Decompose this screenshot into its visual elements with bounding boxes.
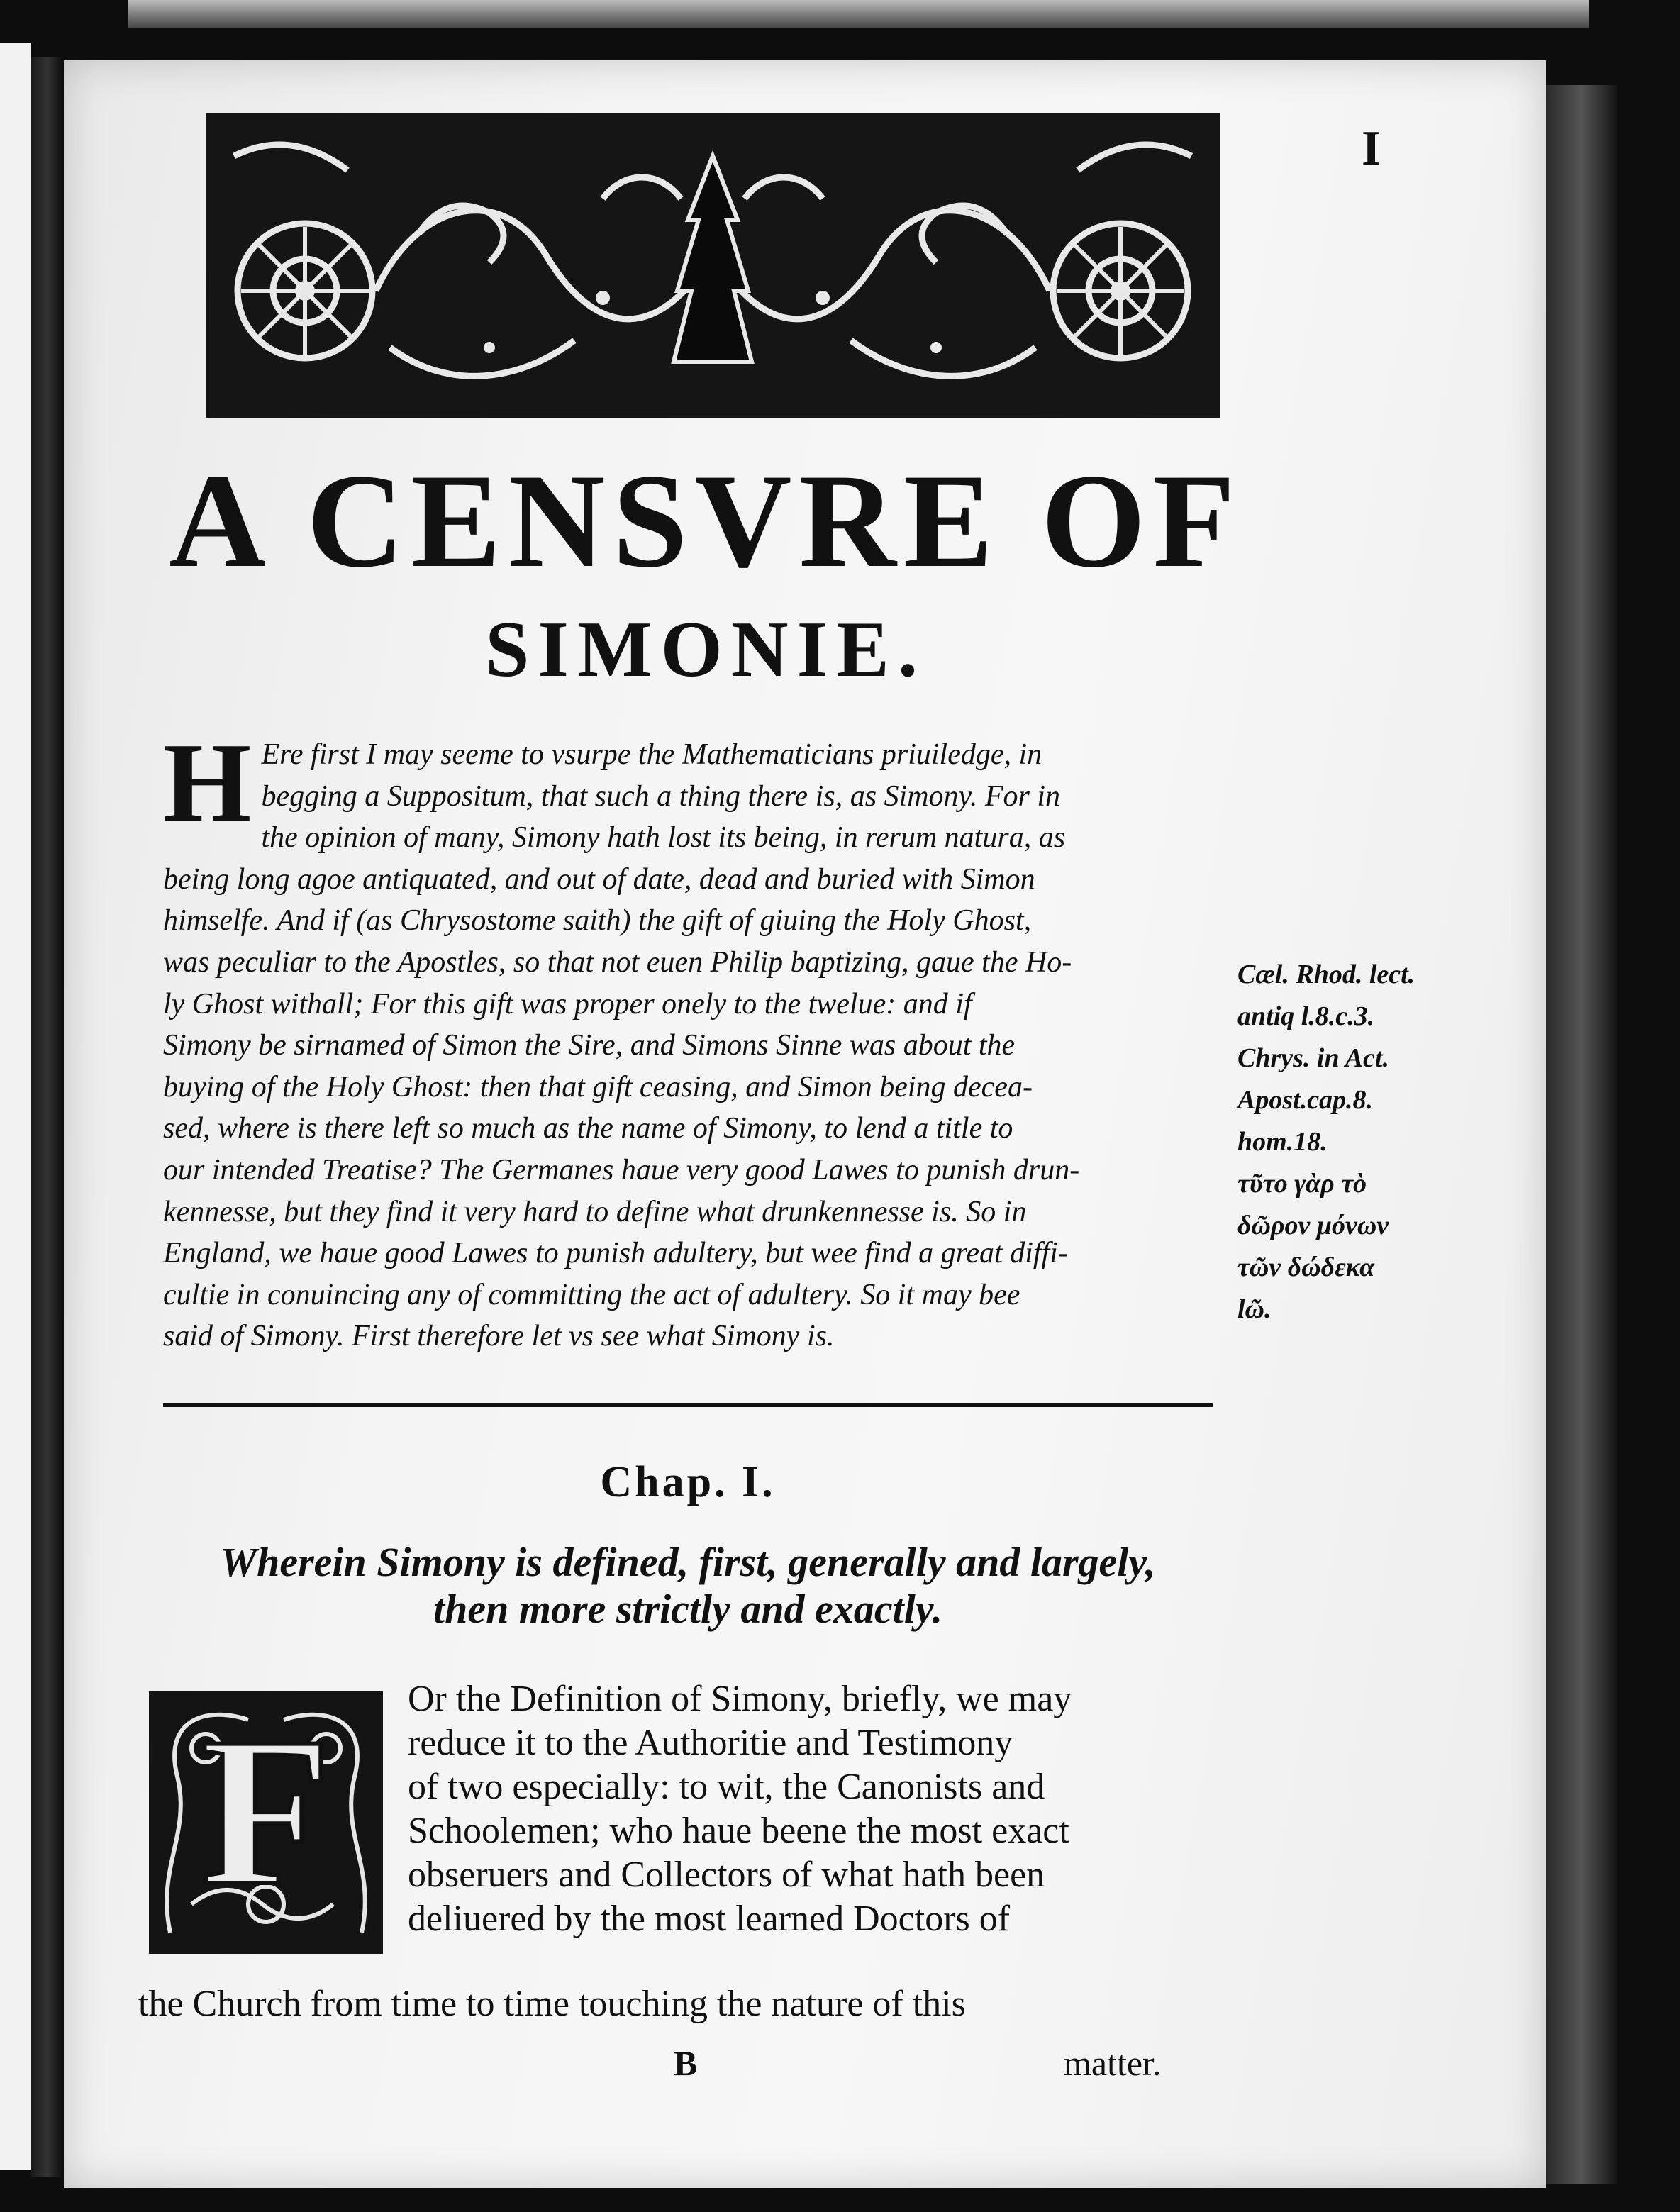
intro-line: Ere first I may seeme to vsurpe the Mathematicians priuiledge, in [261,738,1042,771]
chapter-line: Or the Definition of Simony, briefly, we may [408,1679,1072,1719]
intro-line: the opinion of many, Simony hath lost its being, in rerum natura, as [261,821,1066,855]
marginal-note-line: δῶρον μόνων [1237,1211,1389,1240]
chapter-line: Schoolemen; who haue beene the most exact [408,1811,1069,1851]
ornamental-dropcap-f [149,1691,383,1954]
marginal-note-line: τῦτο γὰρ τὸ [1237,1169,1367,1199]
intro-paragraph [163,719,1213,1357]
chapter-line: obseruers and Collectors of what hath been [408,1855,1045,1895]
marginal-note-line: lῶ. [1237,1294,1272,1324]
chapter-description-line: Wherein Simony is defined, first, generally and largely, [220,1539,1156,1585]
chapter-line: the Church from time to time touching the nature of this [138,1984,966,2024]
facing-page-edge [0,43,31,2170]
marginal-note-line: Chrys. in Act. [1237,1043,1389,1073]
page-stack-edge [1546,85,1617,2184]
marginal-note-line: hom.18. [1237,1127,1328,1157]
chapter-description [163,1539,1213,1633]
chapter-line: deliuered by the most learned Doctors of [408,1899,1011,1939]
marginal-note-line: Cæl. Rhod. lect. [1237,960,1415,989]
title-subtitle: SIMONIE. [485,606,926,694]
ornamental-headpiece [206,113,1220,418]
section-rule [163,1403,1213,1407]
dropcap-f-letter: F [201,1694,331,1929]
intro-line: Simony be sirnamed of Simon the Sire, and Simons Sinne was about the [163,1029,1016,1062]
intro-line: kennesse, but they find it very hard to define what drunkennesse is. So in [163,1195,1027,1228]
scan-top-edge [128,0,1589,28]
marginal-note-line: Apost.cap.8. [1237,1085,1374,1115]
marginal-note-line: antiq l.8.c.3. [1237,1001,1375,1031]
page-number: I [1362,121,1381,176]
dropcap-h: H [163,719,252,845]
title-main: A CENSVRE OF [169,447,1242,596]
intro-line: buying of the Holy Ghost: then that gift ceasing, and Simon being decea- [163,1070,1033,1104]
intro-line: being long agoe antiquated, and out of date, dead and buried with Simon [163,862,1035,896]
intro-line: ly Ghost withall; For this gift was proper onely to the twelue: and if [163,987,972,1021]
signature-mark: B [674,2043,698,2083]
intro-line: said of Simony. First therefore let vs see what Simony is. [163,1320,835,1353]
chapter-description-line: then more strictly and exactly. [433,1586,942,1632]
intro-line: sed, where is there left so much as the name of Simony, to lend a title to [163,1112,1013,1145]
catchword: matter. [1064,2043,1162,2083]
intro-line: himselfe. And if (as Chrysostome saith) the gift of giuing the Holy Ghost, [163,904,1032,938]
marginal-note [1237,954,1472,1330]
chapter-line: of two especially: to wit, the Canonists and [408,1767,1045,1807]
chapter-line: reduce it to the Authoritie and Testimony [408,1723,1013,1763]
intro-line: was peculiar to the Apostles, so that not euen Philip baptizing, gaue the Ho- [163,945,1072,979]
intro-line: England, we haue good Lawes to punish adultery, but wee find a great diffi- [163,1237,1068,1270]
marginal-note-line: τῶν δώδεκα [1237,1252,1375,1282]
intro-line: our intended Treatise? The Germanes haue very good Lawes to punish drun- [163,1153,1080,1186]
intro-line: cultie in conuincing any of committing the act of adultery. So it may bee [163,1278,1020,1311]
chapter-heading: Chap. I. [600,1458,776,1506]
intro-line: begging a Suppositum, that such a thing there is, as Simony. For in [261,779,1061,813]
book-binding [31,57,64,2177]
chapter-paragraph [408,1677,1213,1941]
